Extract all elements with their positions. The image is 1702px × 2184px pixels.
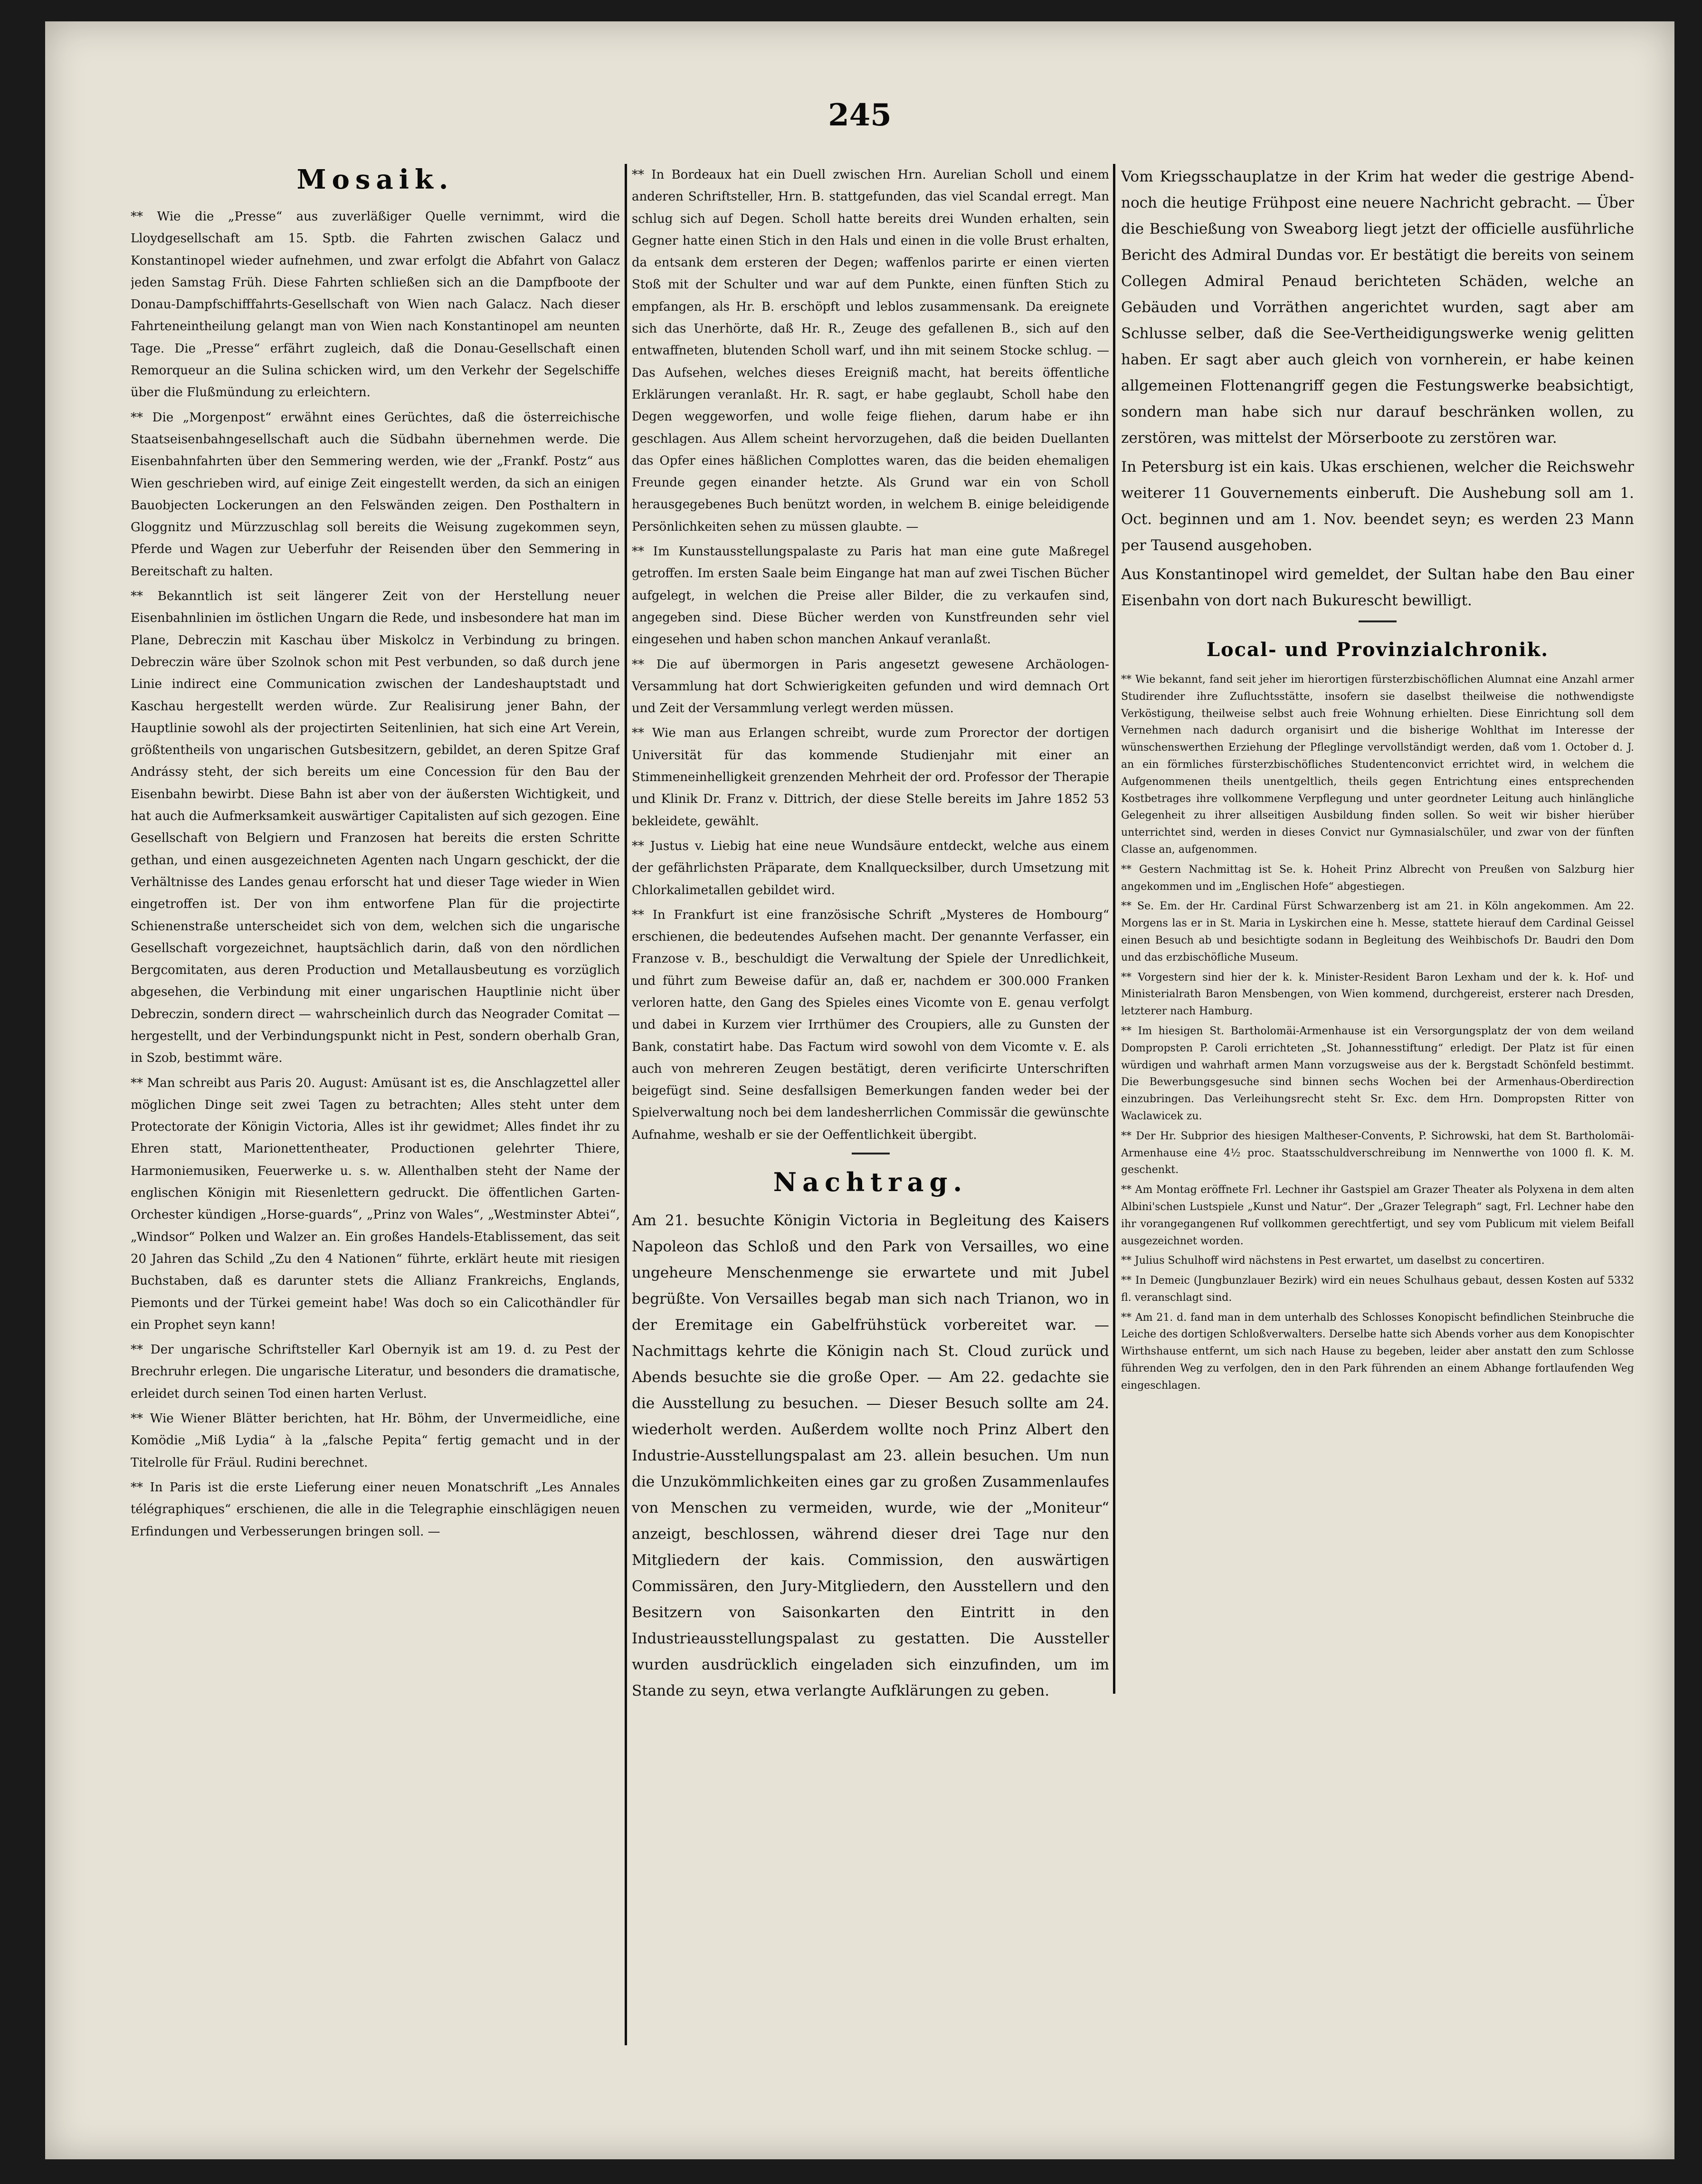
nachtrag-body	[632, 1208, 1109, 1704]
article-paragraph: ** Die auf übermorgen in Paris angesetzt gewesene Archäologen-Versammlung hat dort Schwierigkeiten gefunden und wird demnach Ort und Zeit der Versammlung verlegt werden müssen.	[632, 657, 1109, 716]
newspaper-page	[45, 21, 1674, 2159]
article-paragraph: ** In Frankfurt ist eine französische Schrift „Mysteres de Hombourg“ erschienen, die bedeutendes Aufsehen macht. Der genannte Verfasser, ein Franzose v. B., beschuldigt die Verwaltung der Spiele der Unredlichkeit, und führt zum Beweise dafür an, daß er, nachdem er 300.000 Franken verloren hatte, den Gang des Spieles eines Vicomte von E. genau verfolgt und dabei in Kurzem vier Irrthümer des Croupiers, alle zu Gunsten der Bank, constatirt habe. Das Factum wird sowohl von dem Vicomte v. E. als auch von mehreren Zeugen bestätigt, deren verificirte Unterschriften beigefügt sind. Seine desfallsigen Bemerkungen fanden weder bei der Spielverwaltung noch bei dem landesherrlichen Commissär die gewünschte Aufnahme, weshalb er sie der Oeffentlichkeit übergibt.	[632, 907, 1109, 1142]
column-rule-left	[625, 164, 627, 2045]
article-paragraph: ** Der Hr. Subprior des hiesigen Maltheser-Convents, P. Sichrowski, hat dem St. Bartholomäi-Armenhause eine 4½ proc. Staatsschuldverschreibung im Nennwerthe von 1000 fl. K. M. geschenkt.	[1121, 1130, 1634, 1176]
article-paragraph: In Petersburg ist ein kais. Ukas erschienen, welcher die Reichswehr weiterer 11 Gouvernements einberuft. Die Aushebung soll am 1. Oct. beginnen und am 1. Nov. beendet seyn; es werden 23 Mann per Tausend ausgehoben.	[1121, 458, 1634, 554]
article-paragraph: ** Im Kunstausstellungspalaste zu Paris hat man eine gute Maßregel getroffen. Im ersten Saale beim Eingange hat man auf zwei Tischen Bücher aufgelegt, in welchen die Preise aller Bilder, die zu verkaufen sind, angegeben sind. Diese Bücher werden von Kunstfreunden sehr viel eingesehen und haben schon manchen Ankauf veranlaßt.	[632, 544, 1109, 647]
nachtrag-continued	[1121, 164, 1634, 614]
article-paragraph: ** Vorgestern sind hier der k. k. Minister-Resident Baron Lexham und der k. k. Hof- und Ministerialrath Baron Mensbengen, von Wien kommend, durchgereist, ersterer nach Dresden, letzterer nach Hamburg.	[1121, 971, 1634, 1018]
article-paragraph: ** Gestern Nachmittag ist Se. k. Hoheit Prinz Albrecht von Preußen von Salzburg hier angekommen und im „Englischen Hofe“ abgestiegen.	[1121, 863, 1634, 893]
article-paragraph: ** In Paris ist die erste Lieferung einer neuen Monatschrift „Les Annales télégraphiques“ erschienen, die alle in die Telegraphie einschlägigen neuen Erfindungen und Verbesserungen bringen soll. —	[131, 1480, 620, 1539]
article-paragraph: ** Julius Schulhoff wird nächstens in Pest erwartet, um daselbst zu concertiren.	[1121, 1255, 1545, 1267]
section-divider	[1359, 620, 1397, 622]
section-title-local: Local- und Provinzialchronik.	[1206, 639, 1549, 661]
article-paragraph: ** Wie bekannt, fand seit jeher im hierortigen fürsterzbischöflichen Alumnat eine Anzahl armer Studirender ihre Zufluchtsstätte, insofern sie daselbst theilweise die nothwendigste Verköstigung, theilweise selbst auch freie Wohnung erhielten. Diese Einrichtung soll dem Vernehmen nach dadurch organisirt und die bisherige Wohlthat im Interesse der wünschenswerthen Erziehung der Pfleglinge vervollständigt werden, daß vom 1. October d. J. an ein förmliches fürsterzbischöfliches Studentenconvict errichtet wird, in welchem die Aufgenommenen theils unentgeltlich, theils gegen Entrichtung eines entsprechenden Kostbetrages ihre vollkommene Verpflegung und unter geordneter Leitung auch hinlängliche Gelegenheit zu ihrer allseitigen Ausbildung finden sollen. So weit wir bisher hierüber unterrichtet sind, werden in dieses Convict nur Gymnasialschüler, und zwar von der fünften Classe an, aufgenommen.	[1121, 674, 1634, 856]
article-paragraph: ** Die „Morgenpost“ erwähnt eines Gerüchtes, daß die österreichische Staatseisenbahngesellschaft auch die Südbahn übernehmen werde. Die Eisenbahnfahrten über den Semmering werden, wie der „Frankf. Postz“ aus Wien geschrieben wird, auf einige Zeit eingestellt werden, da sich an einigen Bauobjecten Lockerungen an den Felswänden zeigen. Den Posthaltern in Gloggnitz und Mürzzuschlag soll bereits die Weisung zugekommen seyn, Pferde und Wagen zur Ueberfuhr der Reisenden über den Semmering in Bereitschaft zu halten.	[131, 410, 620, 579]
article-paragraph: ** Justus v. Liebig hat eine neue Wundsäure entdeckt, welche aus einem der gefährlichsten Präparate, dem Knallquecksilber, durch Umsetzung mit Chlorkalimetallen gebildet wird.	[632, 839, 1109, 897]
section-divider	[852, 1153, 890, 1154]
article-paragraph: ** In Bordeaux hat ein Duell zwischen Hrn. Aurelian Scholl und einem anderen Schriftsteller, Hrn. B. stattgefunden, das viel Scandal erregt. Man schlug sich auf Degen. Scholl hatte bereits drei Wunden erhalten, sein Gegner hatte einen Stich in den Hals und einen in die volle Brust erhalten, da entsank dem ersteren der Degen; waffenlos parirte er einen vierten Stoß mit der Schulter und war auf dem Punkte, einen fünften Stich zu empfangen, als Hr. B. erschöpft und leblos zusammensank. Da ereignete sich das Unerhörte, daß Hr. R., Zeuge des gefallenen B., sich auf den entwaffneten, blutenden Scholl warf, und ihn mit seinem Stocke schlug. — Das Aufsehen, welches dieses Ereigniß macht, hat bereits öffentliche Erklärungen veranlaßt. Hr. R. sagt, er habe geglaubt, Scholl habe den Degen weggeworfen, und wolle feige fliehen, darum habe er ihn geschlagen. Aus Allem scheint hervorzugehen, daß die beiden Duellanten das Opfer eines häßlichen Complottes waren, das die beiden ehemaligen Freunde gegen einander hetzte. Als Grund war ein von Scholl herausgegebenes Buch benützt worden, in welchem B. einige beleidigende Persönlichkeiten sehen zu müssen glaubte. —	[632, 168, 1109, 534]
page-number: 245	[828, 97, 892, 133]
article-paragraph: ** Bekanntlich ist seit längerer Zeit von der Herstellung neuer Eisenbahnlinien im östlichen Ungarn die Rede, und insbesondere hat man im Plane, Debreczin mit Kaschau über Miskolcz in Verbindung zu bringen. Debreczin wäre über Szolnok schon mit Pest verbunden, so daß durch jene Linie indirect eine Communication zwischen der Landeshauptstadt und Kaschau hergestellt werden würde. Zur Realisirung jener Bahn, der Hauptlinie sowohl als der projectirten Seitenlinien, hat sich eine Art Verein, größtentheils von ungarischen Gutsbesitzern, gebildet, an deren Spitze Graf Andrássy steht, der sich bereits um eine Concession für den Bau der Eisenbahn bewirbt. Diese Bahn ist aber von der äußersten Wichtigkeit, und hat auch die Aufmerksamkeit auswärtiger Capitalisten auf sich gezogen. Eine Gesellschaft von Belgiern und Franzosen hat bereits die ersten Schritte gethan, und einen ausgezeichneten Agenten nach Ungarn geschickt, der die Verhältnisse des Landes genau erforscht hat und dieser Tage wieder in Wien eingetroffen ist. Der von ihm entworfene Plan für die projectirte Schienenstraße unterscheidet sich von dem, welchen sich die ungarische Gesellschaft vorgezeichnet, hauptsächlich darin, daß von den nördlichen Bergcomitaten, aus deren Production und Metallausbeutung es vorzüglich abgesehen, die Verbindung mit einer ungarischen Hauptlinie nicht über Debreczin, sondern direct — wahrscheinlich durch das Neograder Comitat — hergestellt, und der Verbindungspunkt nicht in Pest, sondern oberhalb Gran, in Szob, bestimmt wäre.	[131, 589, 620, 1066]
article-paragraph: ** Am Montag eröffnete Frl. Lechner ihr Gastspiel am Grazer Theater als Polyxena in dem alten Albini'schen Lustspiele „Kunst und Natur“. Der „Grazer Telegraph“ sagt, Frl. Lechner habe den ihr vorangegangenen Ruf vollkommen gerechtfertigt, und sey vom Publicum mit vielem Beifall ausgezeichnet worden.	[1121, 1184, 1634, 1247]
section-title-mosaik: Mosaik.	[296, 164, 454, 195]
article-paragraph: ** Am 21. d. fand man in dem unterhalb des Schlosses Konopischt befindlichen Steinbruche die Leiche des dortigen Schloßverwalters. Derselbe hatte sich Abends vorher aus dem Konopischter Wirthshause entfernt, um sich nach Hause zu begeben, leider aber anstatt den zum Schlosse führenden Weg zu verfolgen, den in den Park führenden an einem Abhange fortlaufenden Weg eingeschlagen.	[1121, 1311, 1634, 1392]
article-paragraph: ** Man schreibt aus Paris 20. August: Amüsant ist es, die Anschlagzettel aller möglichen Dinge seit zwei Tagen zu betrachten; Alles steht unter dem Protectorate der Königin Victoria, Alles ist ihr gewidmet; Alles findet ihr zu Ehren statt, Marionettentheater, Productionen gelehrter Thiere, Harmoniemusiken, Feuerwerke u. s. w. Allenthalben steht der Name der englischen Königin mit Riesenlettern gedruckt. Die öffentlichen Garten-Orchester kündigen „Horse-guards“, „Prinz von Wales“, „Westminster Abtei“, „Windsor“ Polken und Walzer an. Ein großes Handels-Etablissement, das seit 20 Jahren das Schild „Zu den 4 Nationen“ führte, erklärt heute mit riesigen Buchstaben, daß es darunter stets die Allianz Frankreichs, Englands, Piemonts und der Türkei gemeint habe! Was doch so ein Calicothändler für ein Prophet seyn kann!	[131, 1076, 620, 1332]
article-paragraph: ** Wie Wiener Blätter berichten, hat Hr. Böhm, der Unvermeidliche, eine Komödie „Miß Lydia“ à la „falsche Pepita“ fertig gemacht und in der Titelrolle für Fräul. Rudini berechnet.	[131, 1411, 620, 1470]
column-right	[1121, 164, 1634, 2107]
column-left	[131, 164, 620, 2107]
article-paragraph: Am 21. besuchte Königin Victoria in Begleitung des Kaisers Napoleon das Schloß und den Park von Versailles, wo eine ungeheure Menschenmenge sie erwartete und mit Jubel begrüßte. Von Versailles begab man sich nach Trianon, wo in der Eremitage ein Gabelfrühstück vorbereitet war. — Nachmittags kehrte die Königin nach St. Cloud zurück und Abends besuchte sie die große Oper. — Am 22. gedachte sie die Ausstellung zu besuchen. — Dieser Besuch sollte am 24. wiederholt werden. Außerdem wollte noch Prinz Albert den Industrie-Ausstellungspalast am 23. allein besuchen. Um nun die Unzukömmlichkeiten eines gar zu großen Zusammenlaufes von Menschen zu vermeiden, wurde, wie der „Moniteur“ anzeigt, beschlossen, während dieser drei Tage nur den Mitgliedern der kais. Commission, den auswärtigen Commissären, den Jury-Mitgliedern, den Ausstellern und den Besitzern von Saisonkarten den Eintritt in den Industrieausstellungspalast zu gestatten. Die Aussteller wurden ausdrücklich eingeladen sich einzufinden, um im Stande zu seyn, etwa verlangte Aufklärungen zu geben.	[632, 1212, 1109, 1700]
article-paragraph: ** Der ungarische Schriftsteller Karl Obernyik ist am 19. d. zu Pest der Brechruhr erlegen. Die ungarische Literatur, und besonders die dramatische, erleidet durch seinen Tod einen harten Verlust.	[131, 1343, 620, 1401]
article-paragraph: ** Wie die „Presse“ aus zuverläßiger Quelle vernimmt, wird die Lloydgesellschaft am 15. Sptb. die Fahrten zwischen Galacz und Konstantinopel wieder aufnehmen, und zwar erfolgt die Abfahrt von Galacz jeden Samstag Früh. Diese Fahrten schließen sich an die Dampfboote der Donau-Dampfschifffahrts-Gesellschaft von Wien nach Galacz. Nach dieser Fahrteneintheilung gelangt man von Wien nach Konstantinopel am neunten Tage. Die „Presse“ erfährt zugleich, daß die Donau-Gesellschaft einen Remorqueur an die Sulina schicken wird, um den Verkehr der Segelschiffe über die Flußmündung zu erleichtern.	[131, 210, 620, 400]
column-middle	[632, 164, 1109, 2107]
local-chronicle-body	[1121, 671, 1634, 1394]
article-paragraph: Aus Konstantinopel wird gemeldet, der Sultan habe den Bau einer Eisenbahn von dort nach Bukurescht bewilligt.	[1121, 566, 1634, 609]
article-paragraph: ** Se. Em. der Hr. Cardinal Fürst Schwarzenberg ist am 21. in Köln angekommen. Am 22. Morgens las er in St. Maria in Lyskirchen eine h. Messe, stattete hierauf dem Cardinal Geissel einen Besuch ab und besichtigte sodann in Begleitung des Weihbischofs Dr. Baudri den Dom und das erzbischöfliche Museum.	[1121, 900, 1634, 963]
article-paragraph: ** Im hiesigen St. Bartholomäi-Armenhause ist ein Versorgungsplatz der von dem weiland Dompropsten P. Caroli errichteten „St. Johannesstiftung“ erledigt. Der Platz ist für einen würdigen und wahrhaft armen Mann vorzugsweise aus der k. Bergstadt Schönfeld bestimmt. Die Bewerbungsgesuche sind binnen sechs Wochen bei der Armenhaus-Oberdirection einzubringen. Das Verleihungsrecht steht Sr. Exc. dem Hrn. Dompropsten Ritter von Waclawicek zu.	[1121, 1025, 1634, 1122]
section-title-nachtrag: Nachtrag.	[773, 1167, 968, 1198]
article-paragraph: ** In Demeic (Jungbunzlauer Bezirk) wird ein neues Schulhaus gebaut, dessen Kosten auf 5332 fl. veranschlagt sind.	[1121, 1275, 1634, 1304]
column-rule-right	[1113, 164, 1115, 1694]
article-paragraph: Vom Kriegsschauplatze in der Krim hat weder die gestrige Abend- noch die heutige Frühpost eine neuere Nachricht gebracht. — Über die Beschießung von Sweaborg liegt jetzt der officielle ausführliche Bericht des Admiral Dundas vor. Er bestätigt die bereits von seinem Collegen Admiral Penaud berichteten Schäden, welche an Gebäuden und Vorräthen angerichtet wurden, sagt aber am Schlusse selber, daß die See-Vertheidigungswerke wenig gelitten haben. Er sagt aber auch gleich von vornherein, er habe keinen allgemeinen Flottenangriff gegen die Festungswerke beabsichtigt, sondern man habe sich nur darauf beschränken wollen, zu zerstören, was mittelst der Mörserboote zu zerstören war.	[1121, 168, 1634, 447]
article-paragraph: ** Wie man aus Erlangen schreibt, wurde zum Prorector der dortigen Universität für das kommende Studienjahr mit einer an Stimmeneinhelligkeit grenzenden Mehrheit der ord. Professor der Therapie und Klinik Dr. Franz v. Dittrich, der diese Stelle bereits im Jahre 1852 53 bekleidete, gewählt.	[632, 726, 1109, 829]
